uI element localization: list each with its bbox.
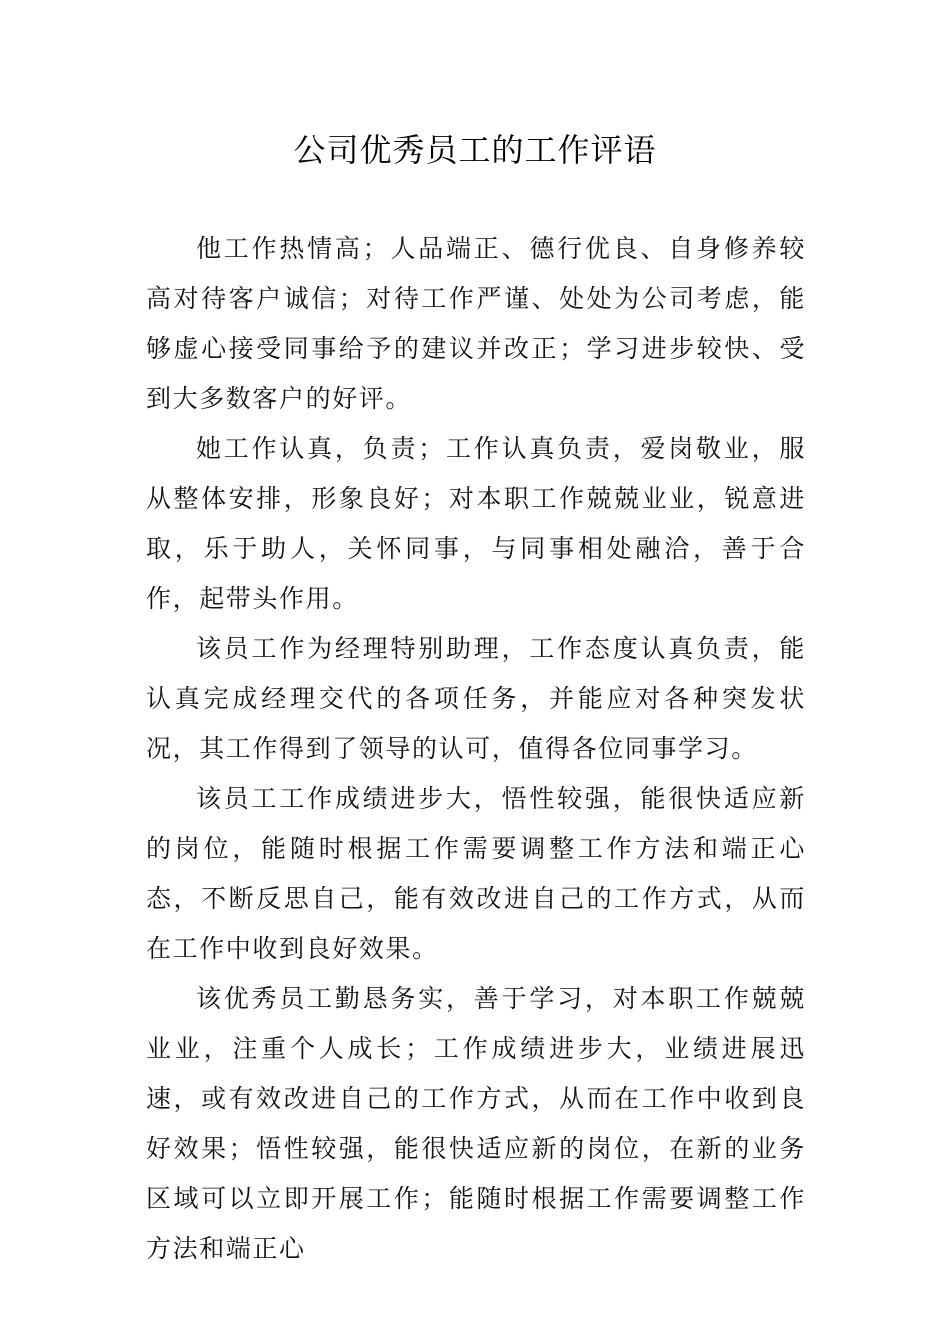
paragraph: 该优秀员工勤恳务实，善于学习，对本职工作兢兢业业，注重个人成长；工作成绩进步大，业绩进展迅速，或有效改进自己的工作方式，从而在工作中收到良好效果；悟性较强，能很快适应新的岗位，在新的业务区域可以立即开展工作；能随时根据工作需要调整工作方法和端正心 xyxy=(146,984,806,1263)
paragraph: 他工作热情高；人品端正、德行优良、自身修养较高对待客户诚信；对待工作严谨、处处为公司考虑，能够虚心接受同事给予的建议并改正；学习进步较快、受到大多数客户的好评。 xyxy=(146,234,806,413)
paragraph: 该员工作为经理特别助理，工作态度认真负责，能认真完成经理交代的各项任务，并能应对各种突发状况，其工作得到了领导的认可，值得各位同事学习。 xyxy=(146,634,806,763)
document-body xyxy=(146,224,806,1274)
document-title: 公司优秀员工的工作评语 xyxy=(293,131,657,169)
paragraph: 该员工工作成绩进步大，悟性较强，能很快适应新的岗位，能随时根据工作需要调整工作方法和端正心态，不断反思自己，能有效改进自己的工作方式，从而在工作中收到良好效果。 xyxy=(146,784,806,963)
paragraph: 她工作认真，负责；工作认真负责，爱岗敬业，服从整体安排，形象良好；对本职工作兢兢业业，锐意进取，乐于助人，关怀同事，与同事相处融洽，善于合作，起带头作用。 xyxy=(146,434,806,613)
